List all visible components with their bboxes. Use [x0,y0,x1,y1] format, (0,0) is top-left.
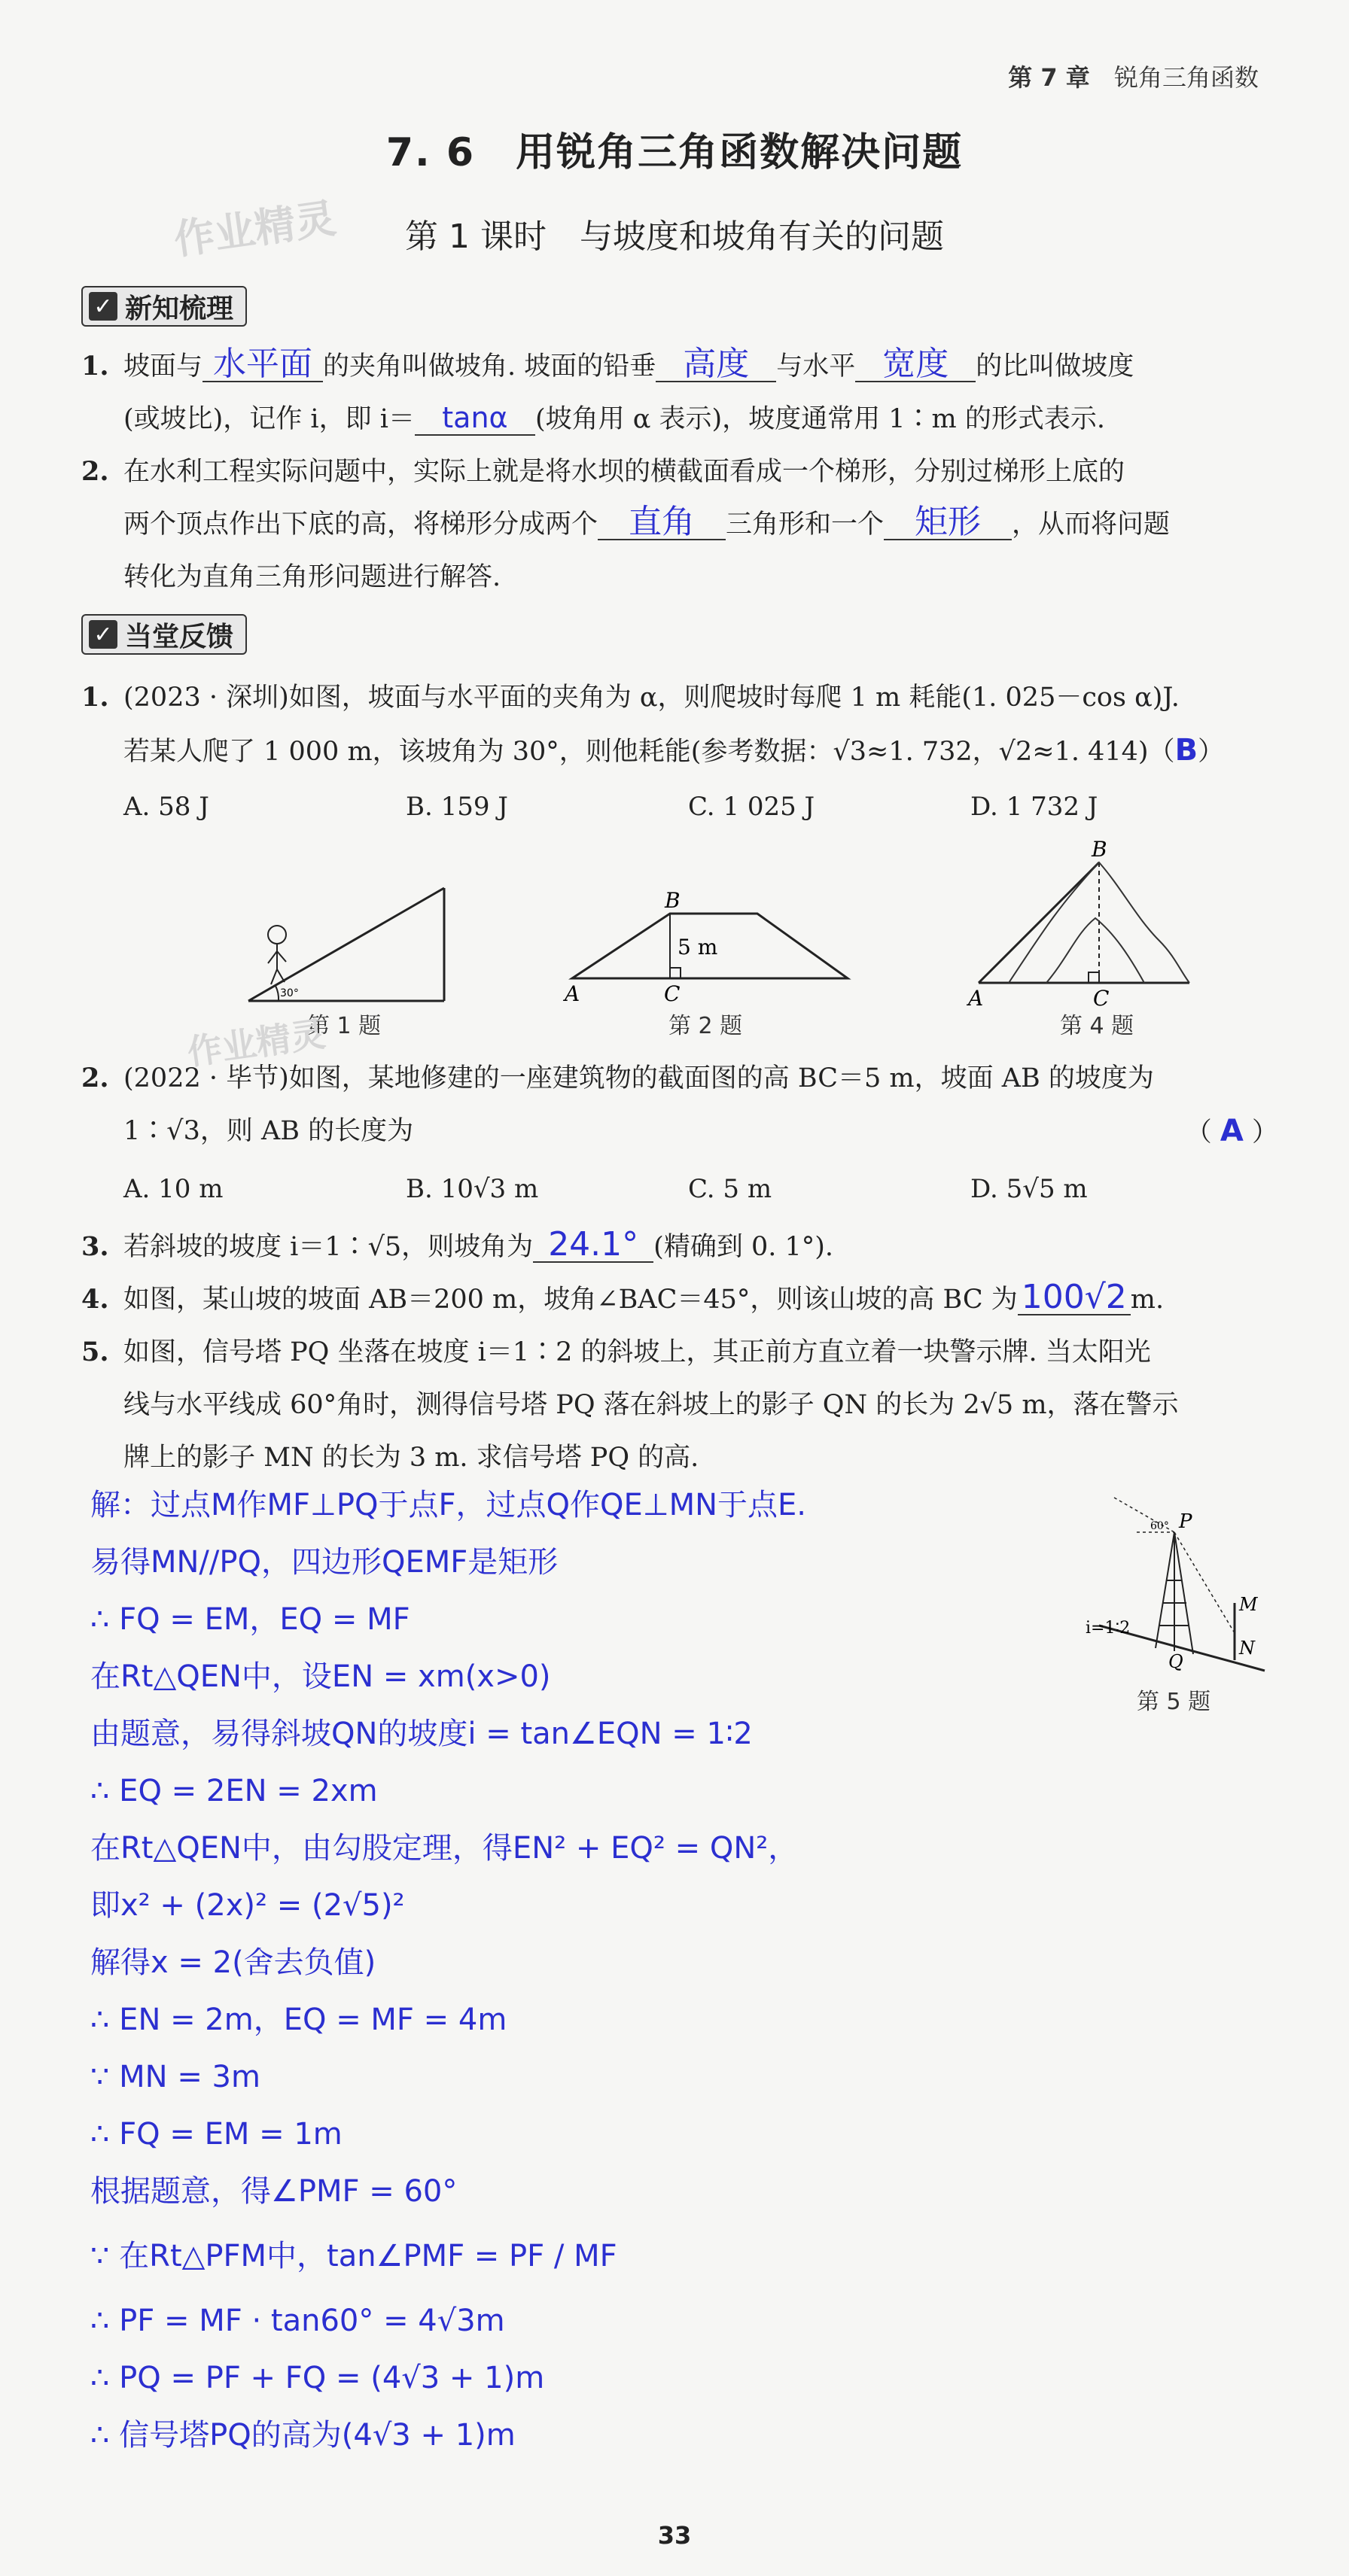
solution-line: ∴ 信号塔PQ的高为(4√3 + 1)m [90,2418,516,2453]
watermark: 作业精灵 [184,1013,328,1073]
text: 在水利工程实际问题中，实际上就是将水坝的横截面看成一个梯形，分别过梯形上底的 [123,457,1125,487]
answer-blank: 24.1° [533,1228,653,1263]
question-3 [81,1221,1278,1273]
text: 两个顶点作出下底的高，将梯形分成两个 [123,509,598,540]
item-number: 1. [81,351,109,382]
section-tag-feedback [81,614,247,655]
option-c: C. 1 025 J [688,792,815,822]
question-2-options [123,1174,1253,1204]
solution-line: ∴ EN = 2m，EQ = MF = 4m [90,2003,507,2037]
section-tag-label: 当堂反馈 [125,621,234,652]
solution-line: ∵ MN = 3m [90,2060,260,2094]
point-n-label: N [1239,1638,1255,1659]
text: 与水平 [776,351,856,382]
question-2 [81,1052,1278,1157]
question-5 [81,1326,1278,1484]
figure-1-caption: 第 1 题 [307,1013,382,1039]
section-title: 7. 6 用锐角三角函数解决问题 [385,130,964,175]
knowledge-item-2 [81,446,1278,604]
text: ，从而将问题 [1012,509,1171,540]
option-a: A. 58 J [123,792,209,822]
text: 三角形和一个 [726,509,885,540]
text: (2022 · 毕节)如图，某地修建的一座建筑物的截面图的高 BC＝5 m，坡面 AB 的坡度为 [123,1063,1154,1093]
text: (坡角用 α 表示)，坡度通常用 1∶m 的形式表示. [534,404,1105,434]
option-b: B. 10√3 m [406,1174,539,1204]
point-b-label: B [1092,837,1107,862]
text: m. [1130,1285,1165,1315]
lesson-title: 第 1 课时 与坡度和坡角有关的问题 [405,217,944,256]
option-d: D. 1 732 J [970,792,1098,822]
choice-answer: B [1174,733,1198,768]
text: 如图，某山坡的坡面 AB＝200 m，坡角∠BAC＝45°，则该山坡的高 BC 为 [123,1285,1018,1315]
checkbox-icon: ✓ [89,292,117,321]
page-number: 33 [657,2521,692,2550]
figure-4-mountain [964,835,1204,1013]
angle-label: 60° [1150,1520,1169,1532]
answer-paren: （ A ） [1185,1114,1278,1148]
point-q-label: Q [1168,1651,1183,1672]
solution-line: ∴ PQ = PF + FQ = (4√3 + 1)m [90,2361,545,2395]
text: (或坡比)，记作 i，即 i＝ [123,404,415,434]
section-tag-new-knowledge [81,286,247,327]
text: 转化为直角三角形问题进行解答. [123,562,501,592]
item-number: 3. [81,1231,109,1262]
chapter-number: 第 7 章 [1008,63,1090,92]
checkbox-icon: ✓ [89,620,117,649]
figure-4-caption: 第 4 题 [1060,1013,1134,1039]
option-b: B. 159 J [406,792,508,822]
solution-line: ∴ FQ = EM = 1m [90,2117,343,2152]
solution-line: 易得MN//PQ，四边形QEMF是矩形 [90,1545,559,1580]
height-label: 5 m [678,935,718,960]
figure-2-caption: 第 2 题 [668,1013,743,1039]
figure-5-caption: 第 5 题 [1137,1689,1211,1715]
text: 线与水平线成 60°角时，测得信号塔 PQ 落在斜坡上的影子 QN 的长为 2√5 m，落在警示 [123,1390,1179,1420]
solution-line: 在Rt△QEN中，由勾股定理，得EN² + EQ² = QN²， [90,1831,799,1866]
solution-line: ∴ EQ = 2EN = 2xm [90,1774,378,1808]
text: ） [1198,737,1225,767]
point-b-label: B [665,888,681,913]
answer-blank: 高度 [656,348,776,382]
text: (精确到 0. 1°). [653,1232,834,1262]
item-number: 2. [81,1063,109,1093]
figure-2-trapezoid [557,887,858,1007]
solution-line: ∴ PF = MF · tan60° = 4√3m [90,2304,505,2338]
solution-block [90,1477,1069,2464]
answer-blank: 宽度 [855,348,976,382]
text: 若某人爬了 1 000 m，该坡角为 30°，则他耗能(参考数据：√3≈1. 732，√2≈1. 414)（ [123,737,1175,767]
solution-line: 根据题意，得∠PMF = 60° [90,2174,458,2209]
point-m-label: M [1239,1594,1258,1615]
point-p-label: P [1179,1510,1192,1533]
question-1 [81,671,1278,778]
knowledge-item-1 [81,340,1278,446]
chapter-header [1008,59,1259,93]
solution-line: 在Rt△QEN中，设EN = xm(x>0) [90,1659,551,1694]
option-d: D. 5√5 m [970,1174,1088,1204]
answer-blank: 水平面 [203,348,323,382]
point-a-label: A [565,981,580,1006]
text: 坡面与 [123,351,203,382]
question-4 [81,1273,1278,1326]
question-1-options [123,792,1253,822]
option-c: C. 5 m [688,1174,772,1204]
figure-1-slope [233,873,459,1008]
text: 1∶√3，则 AB 的长度为 [123,1116,414,1146]
item-number: 1. [81,682,109,713]
item-number: 5. [81,1337,109,1367]
chapter-title: 锐角三角函数 [1113,63,1259,92]
figure-5-signal-tower [1084,1490,1272,1686]
text: (2023 · 深圳)如图，坡面与水平面的夹角为 α，则爬坡时每爬 1 m 耗能(1. 025－cos α)J. [123,683,1180,713]
answer-blank: 直角 [598,506,726,540]
choice-answer: A [1220,1114,1244,1148]
text: 如图，信号塔 PQ 坐落在坡度 i＝1∶2 的斜坡上，其正前方直立着一块警示牌. 当太阳光 [123,1337,1151,1367]
answer-blank: tanα [415,401,535,436]
item-number: 4. [81,1284,109,1315]
solution-line: ∵ 在Rt△PFM中，tan∠PMF = PF / MF [90,2239,617,2273]
solution-line: 即x² + (2x)² = (2√5)² [90,1888,405,1923]
item-number: 2. [81,456,109,487]
text: 若斜坡的坡度 i＝1∶√5，则坡角为 [123,1232,534,1262]
option-a: A. 10 m [123,1174,224,1204]
solution-line: 由题意，易得斜坡QN的坡度i = tan∠EQN = 1∶2 [90,1717,753,1751]
section-tag-label: 新知梳理 [125,293,234,324]
angle-label: 30° [280,987,299,999]
text: 牌上的影子 MN 的长为 3 m. 求信号塔 PQ 的高. [123,1443,699,1473]
solution-line: 解得x = 2(舍去负值) [90,1945,376,1980]
point-a-label: A [968,986,984,1011]
answer-blank: 100√2 [1018,1281,1131,1315]
text: 的比叫做坡度 [976,351,1134,382]
slope-label: i=1∶2 [1086,1619,1131,1638]
answer-blank: 矩形 [884,506,1012,540]
point-c-label: C [664,981,681,1006]
solution-line: 解：过点M作MF⊥PQ于点F，过点Q作QE⊥MN于点E. [90,1488,806,1522]
text: 的夹角叫做坡角. 坡面的铅垂 [323,351,656,382]
solution-line: ∴ FQ = EM，EQ = MF [90,1602,410,1637]
watermark: 作业精灵 [171,194,339,264]
point-c-label: C [1093,986,1110,1011]
